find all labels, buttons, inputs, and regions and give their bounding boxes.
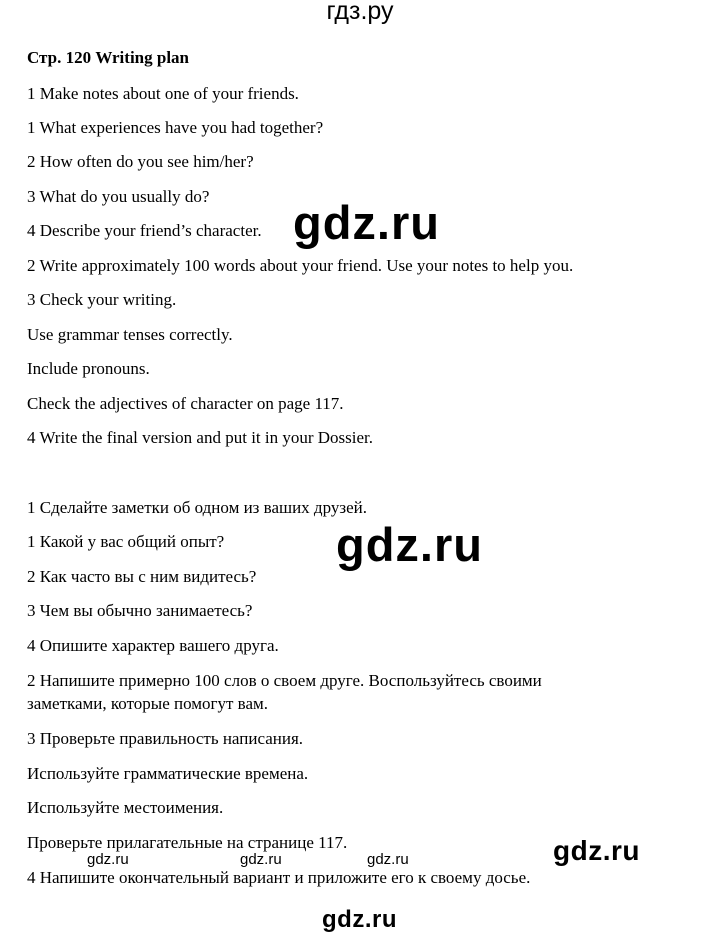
- english-line: 4 Describe your friend’s character.: [27, 221, 262, 240]
- english-line: 2 How often do you see him/her?: [27, 152, 254, 171]
- english-line: Check the adjectives of character on page 117.: [27, 394, 344, 413]
- russian-line: 4 Напишите окончательный вариант и приложите его к своему досье.: [27, 868, 531, 887]
- english-line: 3 What do you usually do?: [27, 187, 210, 206]
- russian-line: 4 Опишите характер вашего друга.: [27, 636, 279, 655]
- english-line: 4 Write the final version and put it in your Dossier.: [27, 428, 374, 447]
- watermark: gdz.ru: [553, 835, 640, 866]
- russian-line: 1 Какой у вас общий опыт?: [27, 532, 225, 551]
- russian-line: Проверьте прилагательные на странице 117.: [27, 833, 348, 852]
- english-line: 2 Write approximately 100 words about your friend. Use your notes to help you.: [27, 256, 574, 275]
- english-line: 1 Make notes about one of your friends.: [27, 84, 299, 103]
- watermark: gdz.ru: [367, 851, 409, 868]
- watermark: gdz.ru: [240, 851, 282, 868]
- english-line: Use grammar tenses correctly.: [27, 325, 233, 344]
- russian-line: Используйте грамматические времена.: [27, 764, 309, 783]
- english-line: 3 Check your writing.: [27, 290, 177, 309]
- page-title: Стр. 120 Writing plan: [27, 48, 189, 67]
- russian-line: 3 Чем вы обычно занимаетесь?: [27, 601, 253, 620]
- watermark: gdz.ru: [293, 196, 440, 249]
- site-header: гдз.ру: [326, 0, 394, 25]
- watermark: gdz.ru: [336, 518, 483, 571]
- watermark: gdz.ru: [87, 851, 129, 868]
- russian-line: заметками, которые помогут вам.: [27, 694, 269, 713]
- footer-watermark: gdz.ru: [322, 906, 397, 933]
- russian-line: 2 Как часто вы с ним видитесь?: [27, 567, 257, 586]
- russian-line: 2 Напишите примерно 100 слов о своем друге. Воспользуйтесь своими: [27, 671, 542, 690]
- russian-line: Используйте местоимения.: [27, 798, 224, 817]
- english-line: 1 What experiences have you had together?: [27, 118, 324, 137]
- russian-line: 3 Проверьте правильность написания.: [27, 729, 304, 748]
- russian-line: 1 Сделайте заметки об одном из ваших друзей.: [27, 498, 367, 517]
- english-line: Include pronouns.: [27, 359, 150, 378]
